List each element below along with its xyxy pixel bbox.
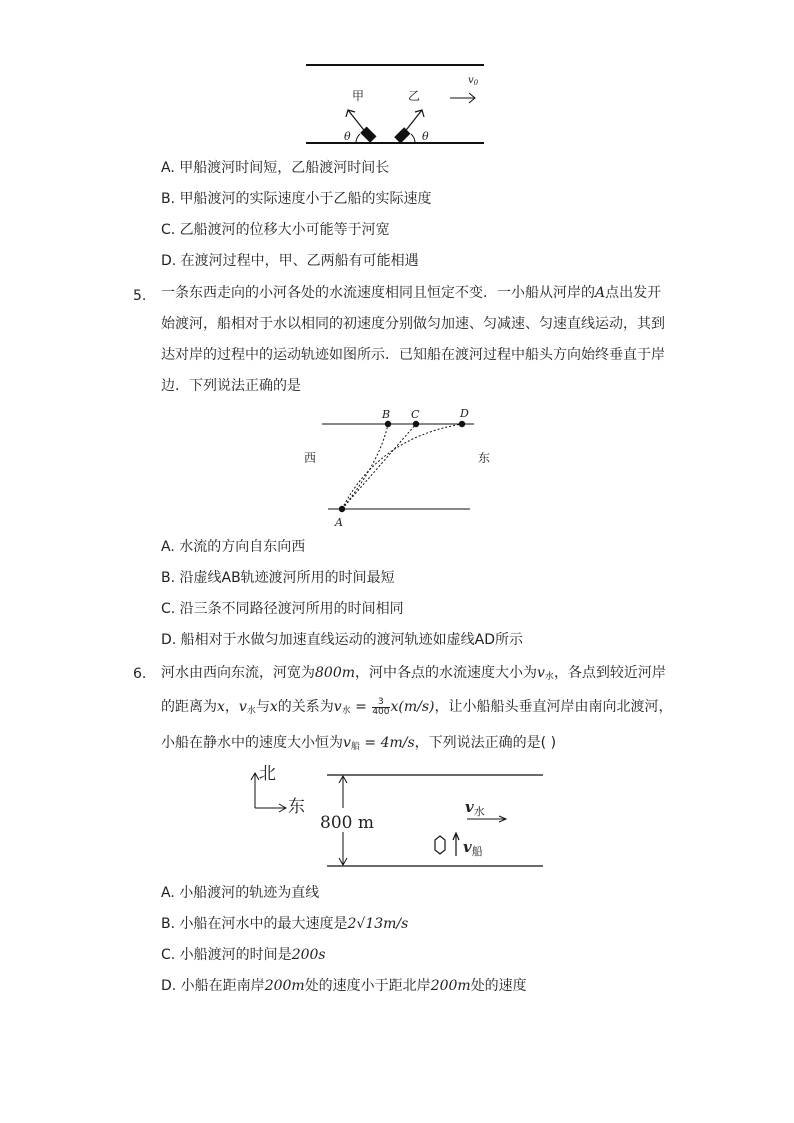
river-trajectories-figure — [298, 402, 498, 532]
q6-line-1: 河水由西向东流，河宽为800m，河中各点的水流速度大小为$v_水$，各点到较近河岸 — [161, 665, 666, 682]
label-east: 东 — [288, 797, 305, 817]
theta-left: θ — [344, 130, 351, 143]
river-width-figure — [245, 762, 545, 870]
boats-crossing-figure — [300, 58, 490, 150]
label-east: 东 — [478, 451, 491, 465]
label-b: B — [382, 408, 391, 421]
trajectory-ab — [342, 424, 388, 509]
trajectory-ac — [342, 424, 416, 509]
q4-option-d: D. 在渡河过程中，甲、乙两船有可能相遇 — [161, 253, 419, 269]
fraction-3-over-400: $\frac{3}{400}$ — [372, 696, 390, 717]
label-jia: 甲 — [352, 89, 365, 103]
velocity-arrow-yi — [403, 110, 422, 134]
q6-option-d: D. 小船在距南岸200m处的速度小于距北岸200m处的速度 — [161, 978, 527, 994]
point-b — [385, 421, 391, 427]
label-d: D — [460, 407, 469, 420]
q4-option-c: C. 乙船渡河的位移大小可能等于河宽 — [161, 222, 390, 238]
q4-option-a: A. 甲船渡河时间短，乙船渡河时间长 — [161, 160, 390, 176]
label-c: C — [411, 408, 420, 421]
theta-right: θ — [422, 130, 429, 143]
q5-line-3: 达对岸的过程中的运动轨迹如图所示．已知船在渡河过程中船头方向始终垂直于岸 — [161, 347, 665, 363]
label-v-boat: $v_船$ — [463, 838, 483, 858]
q5-number: 5. — [133, 288, 147, 304]
boat-icon — [435, 836, 445, 854]
label-west: 西 — [304, 451, 317, 465]
boat-yi — [394, 127, 410, 143]
q5-option-b: B. 沿虚线AB轨迹渡河所用的时间最短 — [161, 570, 395, 586]
q4-option-b: B. 甲船渡河的实际速度小于乙船的实际速度 — [161, 191, 432, 207]
q6-line-3: 小船在静水中的速度大小恒为$v_船 = 4m/s$，下列说法正确的是( ) — [161, 735, 557, 752]
label-yi: 乙 — [408, 89, 421, 103]
label-v-water: $v_水$ — [465, 798, 485, 818]
label-a: A — [335, 516, 343, 529]
q5-line-1: 一条东西走向的小河各处的水流速度相同且恒定不变．一小船从河岸的A点出发开 — [161, 285, 662, 301]
q6-number: 6. — [133, 666, 147, 682]
q6-option-a: A. 小船渡河的轨迹为直线 — [161, 885, 320, 901]
angle-arc-left — [356, 134, 360, 143]
label-v0: $v_0$ — [468, 75, 479, 87]
angle-arc-right — [411, 134, 415, 143]
label-north: 北 — [259, 764, 276, 784]
q5-line-2: 始渡河，船相对于水以相同的初速度分别做匀加速、匀减速、匀速直线运动，其到 — [161, 316, 665, 332]
q6-option-c: C. 小船渡河的时间是200s — [161, 947, 326, 963]
q5-option-a: A. 水流的方向自东向西 — [161, 539, 306, 555]
q5-line-4: 边．下列说法正确的是 — [161, 378, 301, 394]
velocity-arrow-jia — [348, 110, 367, 134]
trajectory-ad — [342, 424, 462, 509]
point-d — [459, 421, 465, 427]
point-a — [339, 506, 345, 512]
point-c — [413, 421, 419, 427]
label-width: 800 m — [320, 813, 374, 833]
q5-option-d: D. 船相对于水做匀加速直线运动的渡河轨迹如虚线AD所示 — [161, 632, 524, 648]
q5-option-c: C. 沿三条不同路径渡河所用的时间相同 — [161, 601, 404, 617]
q6-option-b: B. 小船在河水中的最大速度是2√13m/s — [161, 916, 409, 932]
q6-line-2: 的距离为x，$v_水$与x的关系为$v_水$ = $\frac{3}{400}$ x(m/s)，让小船船头垂直河岸由南向北渡河， — [161, 696, 673, 717]
